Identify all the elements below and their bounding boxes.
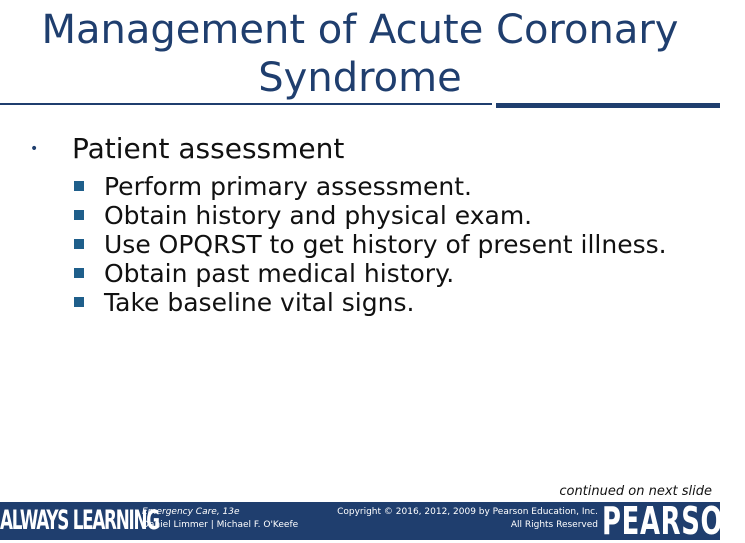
title-divider [0, 103, 492, 105]
pearson-logo-text: PEARSON [602, 499, 745, 543]
copyright-notice [330, 506, 598, 532]
sub-bullet-text: Take baseline vital signs. [104, 288, 415, 317]
sub-bullet-text: Obtain history and physical exam. [104, 201, 533, 230]
pearson-logo [602, 499, 745, 543]
footer-bar [0, 499, 745, 543]
always-learning-text: ALWAYS LEARNING [0, 505, 159, 536]
book-info [142, 506, 298, 532]
bullet-dot-icon: • [30, 141, 39, 157]
sub-bullet-item [72, 288, 692, 317]
always-learning-logo [0, 502, 159, 540]
sub-bullet-item [72, 259, 692, 288]
bullet-text: Patient assessment [72, 132, 345, 165]
square-bullet-icon [74, 239, 84, 249]
copyright-line-1: Copyright © 2016, 2012, 2009 by Pearson Education, Inc. [337, 507, 598, 517]
continued-note: continued on next slide [559, 484, 712, 499]
square-bullet-icon [74, 210, 84, 220]
copyright-line-2: All Rights Reserved [510, 520, 598, 530]
square-bullet-icon [74, 268, 84, 278]
book-title: Emergency Care, 13e [142, 507, 240, 517]
book-authors: Daniel Limmer | Michael F. O'Keefe [142, 520, 299, 530]
title-divider-accent [496, 103, 720, 108]
sub-bullet-text: Perform primary assessment. [104, 172, 472, 201]
square-bullet-icon [74, 181, 84, 191]
square-bullet-icon [74, 297, 84, 307]
sub-bullet-text: Use OPQRST to get history of present illness. [104, 230, 667, 259]
sub-bullet-item [72, 201, 692, 230]
sub-bullet-list [72, 172, 692, 317]
sub-bullet-text: Obtain past medical history. [104, 259, 455, 288]
sub-bullet-item [72, 230, 692, 259]
slide-title: Management of Acute Coronary Syndrome [41, 7, 679, 101]
sub-bullet-item [72, 172, 692, 201]
